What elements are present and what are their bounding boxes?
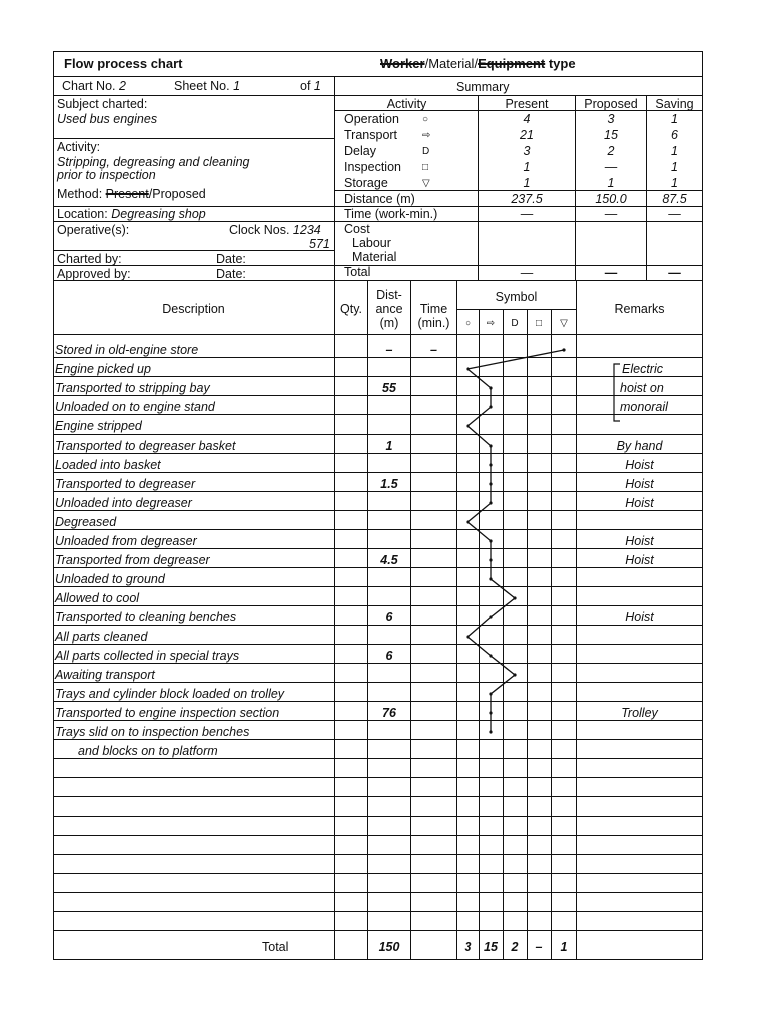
flow-point xyxy=(466,520,469,523)
summary-col-activity: Activity xyxy=(386,97,427,111)
location-value: Degreasing shop xyxy=(111,207,206,221)
detail-description: Allowed to cool xyxy=(55,591,140,605)
flow-point xyxy=(489,539,492,542)
location-label: Location: xyxy=(57,207,108,221)
charted-by-label: Charted by: xyxy=(57,252,122,266)
col-dist-2: ance xyxy=(375,302,403,316)
time-label: Time (work-min.) xyxy=(344,207,438,221)
symbol-head: D xyxy=(511,318,519,329)
summary-row-label: Transport xyxy=(344,128,398,142)
total-symbol-count: 15 xyxy=(484,940,498,954)
detail-distance: 6 xyxy=(385,610,393,624)
sheet-no-value: 1 xyxy=(233,79,241,93)
charted-date-label: Date: xyxy=(216,252,246,266)
summary-row-label: Inspection xyxy=(344,160,401,174)
flow-point xyxy=(489,654,492,657)
symbol-head: ⇨ xyxy=(486,318,496,329)
detail-total-dist: 150 xyxy=(378,940,400,954)
col-dist-3: (m) xyxy=(379,316,399,330)
detail-remark: monorail xyxy=(620,400,668,414)
summary-row-proposed: 2 xyxy=(607,144,615,158)
operatives-label: Operative(s): xyxy=(57,223,130,237)
summary-heading: Summary xyxy=(456,80,510,94)
distance-saving: 87.5 xyxy=(662,192,687,206)
detail-description: Transported to engine inspection section xyxy=(55,706,280,720)
flow-point xyxy=(489,615,492,618)
detail-description: Transported from degreaser xyxy=(55,553,210,567)
total-symbol-count: 1 xyxy=(560,940,568,954)
total-symbol-count: 2 xyxy=(511,940,519,954)
flow-point xyxy=(513,673,516,676)
type-material: Material xyxy=(428,56,475,71)
detail-description: Trays slid on to inspection benches xyxy=(55,725,250,739)
clock-label: Clock Nos. xyxy=(229,223,290,237)
total-symbol-count: 3 xyxy=(464,940,472,954)
summary-total-label: Total xyxy=(344,265,371,279)
distance-label: Distance (m) xyxy=(344,192,415,206)
detail-remark: By hand xyxy=(616,439,663,453)
material-label: Material xyxy=(352,250,397,264)
detail-description: Transported to degreaser xyxy=(55,477,196,491)
detail-description: All parts collected in special trays xyxy=(55,649,240,663)
method-proposed: Proposed xyxy=(152,187,206,201)
distance-proposed: 150.0 xyxy=(595,192,627,206)
flow-point xyxy=(489,692,492,695)
of-label: of xyxy=(300,79,311,93)
detail-description: Stored in old-engine store xyxy=(55,343,199,357)
summary-row-saving: 6 xyxy=(671,128,678,142)
summary-col-present: Present xyxy=(505,97,549,111)
type-sep-2: / xyxy=(474,56,479,71)
summary-row-symbol: □ xyxy=(422,162,429,173)
col-symbol: Symbol xyxy=(495,290,538,304)
labour-label: Labour xyxy=(352,236,391,250)
distance-present: 237.5 xyxy=(511,192,543,206)
flow-point xyxy=(489,482,492,485)
detail-description: Unloaded to ground xyxy=(55,572,165,586)
flow-point xyxy=(466,635,469,638)
detail-description: Transported to stripping bay xyxy=(55,381,210,395)
type-equipment: Equipment xyxy=(478,56,546,71)
summary-row-present: 4 xyxy=(523,112,531,126)
flow-point xyxy=(489,577,492,580)
summary-row-present: 3 xyxy=(523,144,531,158)
type-suffix: type xyxy=(545,56,576,71)
clock-1: 1234 xyxy=(292,223,321,237)
detail-time: – xyxy=(430,343,437,357)
detail-distance: 76 xyxy=(382,706,396,720)
detail-remark: Hoist xyxy=(625,496,654,510)
summary-row-saving: 1 xyxy=(671,176,678,190)
subject-label: Subject charted: xyxy=(57,97,148,111)
flow-point xyxy=(489,444,492,447)
approved-date-label: Date: xyxy=(216,267,246,281)
flow-point xyxy=(489,501,492,504)
detail-description: Loaded into basket xyxy=(55,458,161,472)
summary-col-saving: Saving xyxy=(655,97,694,111)
detail-description: and blocks on to platform xyxy=(78,744,218,758)
detail-description: Engine stripped xyxy=(55,419,142,433)
detail-remark: Trolley xyxy=(621,706,658,720)
approved-by-label: Approved by: xyxy=(57,267,131,281)
clock-2: 571 xyxy=(309,237,330,251)
flow-point xyxy=(489,711,492,714)
detail-description: Engine picked up xyxy=(55,362,151,376)
summary-row-symbol: D xyxy=(422,146,430,157)
chart-no-label: Chart No. xyxy=(62,79,116,93)
time-proposed: — xyxy=(604,207,618,221)
activity-value-2: prior to inspection xyxy=(57,168,156,182)
summary-row-saving: 1 xyxy=(671,112,678,126)
time-saving: — xyxy=(668,207,681,221)
activity-label: Activity: xyxy=(57,140,101,154)
detail-distance: – xyxy=(385,343,393,357)
flow-point xyxy=(562,348,565,351)
detail-remark: Hoist xyxy=(625,477,654,491)
detail-remark: Hoist xyxy=(625,610,654,624)
total-present: — xyxy=(520,266,534,280)
col-dist-1: Dist- xyxy=(376,288,402,302)
total-symbol-count: – xyxy=(535,940,543,954)
detail-total-label: Total xyxy=(262,940,289,954)
flow-point xyxy=(489,463,492,466)
total-proposed: — xyxy=(604,266,618,280)
symbol-head: ○ xyxy=(464,318,472,329)
cost-label: Cost xyxy=(344,222,370,236)
detail-remark: Hoist xyxy=(625,458,654,472)
type-sep-1: / xyxy=(424,56,429,71)
summary-row-saving: 1 xyxy=(671,144,678,158)
col-time-2: (min.) xyxy=(417,316,450,330)
flow-point xyxy=(466,367,469,370)
remark-bracket xyxy=(614,364,620,421)
method-present: Present xyxy=(105,187,149,201)
summary-row-proposed: 1 xyxy=(607,176,615,190)
summary-col-proposed: Proposed xyxy=(584,97,638,111)
chart-no-value: 2 xyxy=(118,79,126,93)
total-saving: — xyxy=(668,266,681,280)
detail-description: Transported to cleaning benches xyxy=(55,610,237,624)
summary-row-proposed: 15 xyxy=(604,128,618,142)
summary-row-symbol: ▽ xyxy=(422,178,430,189)
detail-description: Unloaded into degreaser xyxy=(55,496,192,510)
flow-point xyxy=(489,386,492,389)
summary-row-symbol: ○ xyxy=(422,114,429,125)
method-sep: / xyxy=(148,187,153,201)
detail-remark: Electric xyxy=(622,362,663,376)
summary-row-present: 21 xyxy=(520,128,534,142)
detail-distance: 1.5 xyxy=(380,477,398,491)
col-time-1: Time xyxy=(419,302,448,316)
summary-row-proposed: 3 xyxy=(607,112,615,126)
detail-description: Unloaded from degreaser xyxy=(55,534,197,548)
flow-point xyxy=(489,558,492,561)
summary-row-label: Delay xyxy=(344,144,376,158)
subject-value: Used bus engines xyxy=(57,112,158,126)
detail-distance: 55 xyxy=(382,381,396,395)
summary-row-symbol: ⇨ xyxy=(422,130,431,141)
detail-remark: hoist on xyxy=(620,381,664,395)
detail-description: Degreased xyxy=(55,515,117,529)
summary-row-label: Storage xyxy=(344,176,388,190)
flow-point xyxy=(513,596,516,599)
detail-description: Unloaded on to engine stand xyxy=(55,400,215,414)
summary-row-saving: 1 xyxy=(671,160,678,174)
detail-description: Awaiting transport xyxy=(55,668,155,682)
summary-row-label: Operation xyxy=(344,112,399,126)
summary-row-present: 1 xyxy=(523,176,531,190)
detail-description: All parts cleaned xyxy=(55,630,148,644)
col-remarks: Remarks xyxy=(614,302,665,316)
detail-remark: Hoist xyxy=(625,553,654,567)
detail-description: Transported to degreaser basket xyxy=(55,439,236,453)
summary-row-proposed: — xyxy=(604,160,618,174)
of-value: 1 xyxy=(313,79,321,93)
flow-point xyxy=(489,730,492,733)
symbol-head: ▽ xyxy=(560,318,568,329)
summary-row-present: 1 xyxy=(523,160,531,174)
col-description: Description xyxy=(162,302,225,316)
detail-distance: 1 xyxy=(385,439,393,453)
time-present: — xyxy=(520,207,534,221)
sheet-no-label: Sheet No. xyxy=(174,79,230,93)
symbol-head: □ xyxy=(535,318,543,329)
activity-value-1: Stripping, degreasing and cleaning xyxy=(57,155,250,169)
method-label: Method: xyxy=(57,187,103,201)
col-qty: Qty. xyxy=(340,302,362,316)
detail-remark: Hoist xyxy=(625,534,654,548)
chart-title: Flow process chart xyxy=(64,56,183,71)
detail-distance: 4.5 xyxy=(380,553,398,567)
flow-point xyxy=(466,424,469,427)
detail-distance: 6 xyxy=(385,649,393,663)
type-worker: Worker xyxy=(380,56,425,71)
detail-description: Trays and cylinder block loaded on trolley xyxy=(55,687,285,701)
flow-point xyxy=(489,405,492,408)
